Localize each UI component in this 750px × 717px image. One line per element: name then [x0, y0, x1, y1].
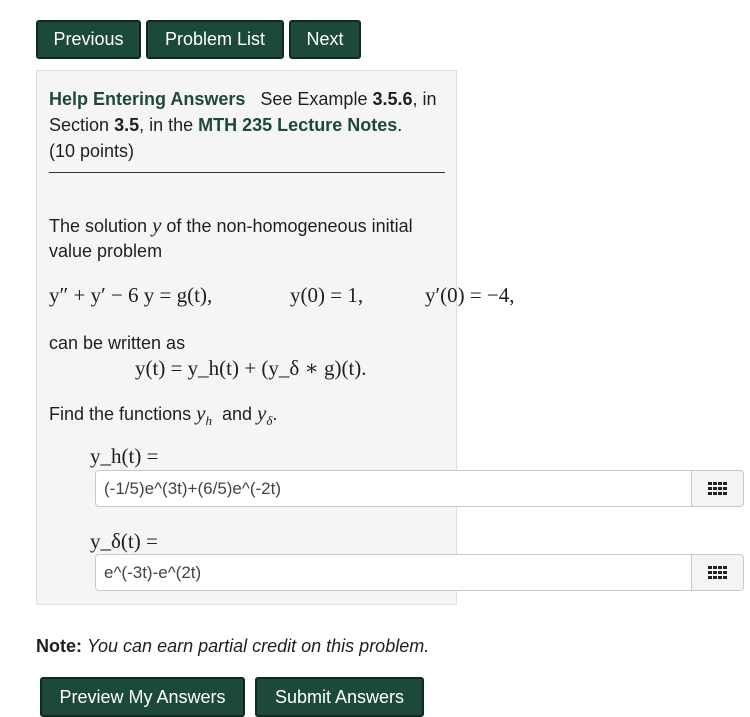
yd-label: y_δ(t) = — [90, 529, 158, 553]
problem-points: (10 points) — [49, 141, 135, 161]
preview-answers-button[interactable]: Preview My Answers — [40, 677, 245, 717]
example-number: 3.5.6 — [372, 89, 413, 109]
find-functions-line: Find the functions $y_h$ and $y_\delta$. — [49, 401, 278, 429]
intro-y: y — [152, 213, 162, 237]
and-text: and — [221, 404, 252, 424]
partial-credit-note — [36, 636, 429, 657]
ode-equation: y″ + y′ − 6 y = g(t), — [49, 283, 213, 307]
keypad-icon — [708, 566, 728, 580]
period: . — [397, 115, 403, 135]
header-divider — [49, 172, 445, 173]
problem-header-line2 — [49, 112, 402, 138]
yd-symbol: $y_\delta$ — [257, 401, 273, 429]
previous-button[interactable]: Previous — [36, 20, 141, 59]
can-be-written-text: can be written as — [49, 333, 186, 353]
submit-answers-button[interactable]: Submit Answers — [255, 677, 424, 717]
section-word: Section — [49, 115, 110, 135]
intro-text-b: of the non-homogeneous initial — [166, 216, 413, 236]
decomposition-equation: y(t) = y_h(t) + (y_δ ∗ g)(t). — [135, 356, 367, 380]
intro-text-a: The solution — [49, 216, 148, 236]
yh-equation-editor-button[interactable] — [692, 470, 744, 507]
keypad-icon — [708, 482, 728, 496]
yd-answer-input[interactable]: e^(-3t)-e^(2t) — [95, 554, 692, 591]
yd-equation-editor-button[interactable] — [692, 554, 744, 591]
yh-answer-input[interactable]: (-1/5)e^(3t)+(6/5)e^(-2t) — [95, 470, 692, 507]
note-text: You can earn partial credit on this problem. — [87, 636, 430, 656]
in-text: , in — [412, 89, 437, 109]
next-button[interactable]: Next — [289, 20, 361, 59]
yh-label: y_h(t) = — [90, 444, 159, 468]
lecture-notes-link[interactable]: MTH 235 Lecture Notes — [198, 115, 398, 135]
see-example-text: See Example — [260, 89, 368, 109]
help-entering-answers-link[interactable]: Help Entering Answers — [49, 89, 246, 109]
problem-header-line1 — [49, 86, 437, 112]
intro-line1 — [49, 212, 413, 239]
in-the-text: , in the — [139, 115, 194, 135]
yh-symbol: $y_h$ — [196, 401, 212, 429]
problem-list-button[interactable]: Problem List — [146, 20, 284, 59]
section-number: 3.5 — [114, 115, 140, 135]
intro-line2: value problem — [49, 241, 163, 261]
initial-condition-2: y′(0) = −4, — [425, 283, 515, 307]
initial-condition-1: y(0) = 1, — [290, 283, 364, 307]
find-text: Find the functions — [49, 404, 192, 424]
note-label: Note: — [36, 636, 82, 656]
